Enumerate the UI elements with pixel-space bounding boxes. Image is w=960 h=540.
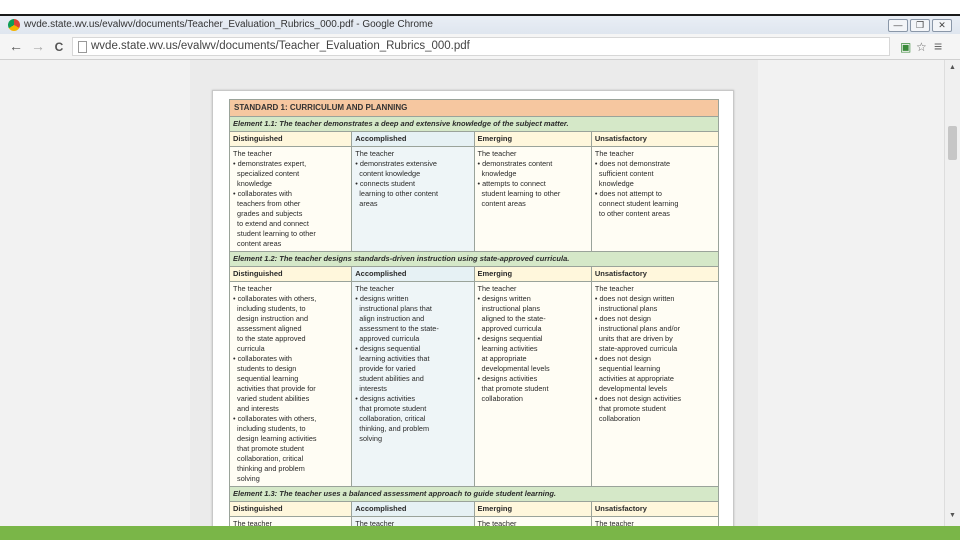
element-header-row xyxy=(230,117,719,132)
element-header-row xyxy=(230,252,719,267)
level-header-accomplished: Accomplished xyxy=(352,267,474,282)
performance-level-header-row xyxy=(230,502,719,517)
descriptor-line: learning activities that xyxy=(355,354,430,363)
browser-window xyxy=(0,14,960,526)
descriptor-cell xyxy=(474,147,591,252)
descriptor-line: sequential learning xyxy=(594,364,661,373)
level-header-accomplished: Accomplished xyxy=(352,502,474,517)
minimize-button[interactable]: — xyxy=(888,19,908,32)
menu-icon[interactable]: ≡ xyxy=(934,38,943,54)
descriptor-line: The teacher xyxy=(477,149,517,158)
descriptor-line: assessment aligned xyxy=(233,324,302,333)
descriptor-cell xyxy=(352,517,474,527)
descriptor-line: learning activities xyxy=(477,344,538,353)
level-header-unsatisfactory: Unsatisfactory xyxy=(591,267,718,282)
descriptor-line: to the state approved xyxy=(233,334,306,343)
descriptor-line: The teacher xyxy=(477,519,517,526)
descriptor-line: including students, to xyxy=(233,424,306,433)
descriptor-cell xyxy=(230,282,352,487)
standard-header-row xyxy=(230,100,719,117)
descriptor-line: knowledge xyxy=(594,179,634,188)
level-header-emerging: Emerging xyxy=(474,502,591,517)
descriptor-line: learning to other content xyxy=(355,189,439,198)
title-bar xyxy=(0,14,960,34)
descriptor-line: • does not design written xyxy=(594,294,675,303)
descriptor-cell xyxy=(591,517,718,527)
descriptor-line: instructional plans that xyxy=(355,304,432,313)
descriptor-line: • does not design xyxy=(594,354,651,363)
descriptor-line: • collaborates with xyxy=(233,354,292,363)
descriptor-line: activities at appropriate xyxy=(594,374,674,383)
bookmark-star-icon[interactable]: ☆ xyxy=(916,40,927,54)
descriptor-line: that promote student xyxy=(477,384,549,393)
descriptor-cell xyxy=(230,517,352,527)
descriptor-line: aligned to the state- xyxy=(477,314,546,323)
descriptor-line: The teacher xyxy=(355,284,395,293)
descriptor-line: • designs sequential xyxy=(355,344,421,353)
descriptor-line: grades and subjects xyxy=(233,209,303,218)
descriptor-line: • attempts to connect xyxy=(477,179,546,188)
extension-icon[interactable]: ▣ xyxy=(900,40,912,54)
descriptor-line: collaboration xyxy=(477,394,523,403)
descriptor-line: The teacher xyxy=(594,519,634,526)
descriptor-line: activities that provide for xyxy=(233,384,316,393)
element-header-row xyxy=(230,487,719,502)
descriptor-line: specialized content xyxy=(233,169,300,178)
scroll-down-icon[interactable]: ▼ xyxy=(949,512,956,519)
descriptor-cell xyxy=(591,282,718,487)
descriptor-line: thinking, and problem xyxy=(355,424,430,433)
descriptor-line: • does not attempt to xyxy=(594,189,662,198)
level-header-emerging: Emerging xyxy=(474,267,591,282)
top-band xyxy=(0,0,960,14)
pdf-page xyxy=(212,90,734,526)
window-title: wvde.state.wv.us/evalwv/documents/Teacher_Evaluation_Rubrics_000.pdf - Google Chrome xyxy=(24,19,433,30)
vertical-scrollbar[interactable] xyxy=(944,60,960,526)
level-header-distinguished: Distinguished xyxy=(230,267,352,282)
level-header-emerging: Emerging xyxy=(474,132,591,147)
descriptor-line: The teacher xyxy=(233,519,272,526)
descriptor-line: • collaborates with xyxy=(233,189,292,198)
scroll-up-icon[interactable]: ▲ xyxy=(949,64,956,71)
element-title: Element 1.2: The teacher designs standards-driven instruction using state-approved curricula. xyxy=(230,252,719,267)
descriptor-line: varied student abilities xyxy=(233,394,310,403)
descriptor-line: areas xyxy=(355,199,378,208)
descriptor-line: • does not design activities xyxy=(594,394,681,403)
descriptor-line: assessment to the state- xyxy=(355,324,439,333)
scrollbar-thumb[interactable] xyxy=(948,126,957,160)
descriptor-line: developmental levels xyxy=(477,364,550,373)
descriptor-line: to extend and connect xyxy=(233,219,309,228)
pdf-viewport xyxy=(0,60,944,526)
level-header-accomplished: Accomplished xyxy=(352,132,474,147)
chrome-icon xyxy=(8,19,20,31)
rubric-descriptor-row xyxy=(230,517,719,527)
descriptor-line: • demonstrates extensive xyxy=(355,159,437,168)
forward-icon[interactable]: → xyxy=(31,38,45,54)
descriptor-line: thinking and problem xyxy=(233,464,305,473)
descriptor-line: content areas xyxy=(477,199,526,208)
descriptor-line: units that are driven by xyxy=(594,334,673,343)
descriptor-line: approved curricula xyxy=(355,334,420,343)
rubric-table xyxy=(229,99,719,526)
descriptor-line: • collaborates with others, xyxy=(233,294,317,303)
descriptor-line: to other content areas xyxy=(594,209,670,218)
performance-level-header-row xyxy=(230,132,719,147)
descriptor-line: interests xyxy=(355,384,387,393)
descriptor-cell xyxy=(591,147,718,252)
descriptor-line: • demonstrates content xyxy=(477,159,553,168)
descriptor-line: The teacher xyxy=(233,149,272,158)
back-icon[interactable]: ← xyxy=(9,38,23,54)
rubric-descriptor-row xyxy=(230,282,719,487)
restore-button[interactable]: ❐ xyxy=(910,19,930,32)
descriptor-line: curricula xyxy=(233,344,265,353)
level-header-distinguished: Distinguished xyxy=(230,132,352,147)
descriptor-line: student learning to other xyxy=(477,189,561,198)
descriptor-line: design learning activities xyxy=(233,434,317,443)
descriptor-line: • does not design xyxy=(594,314,651,323)
descriptor-line: The teacher xyxy=(355,519,395,526)
descriptor-line: connect student learning xyxy=(594,199,679,208)
performance-level-header-row xyxy=(230,267,719,282)
descriptor-line: collaboration, critical xyxy=(233,454,304,463)
descriptor-line: • demonstrates expert, xyxy=(233,159,307,168)
footer-accent-bar xyxy=(0,526,960,540)
descriptor-line: • designs activities xyxy=(355,394,415,403)
descriptor-line: teachers from other xyxy=(233,199,301,208)
descriptor-line: solving xyxy=(355,434,383,443)
descriptor-line: • collaborates with others, xyxy=(233,414,317,423)
descriptor-line: sequential learning xyxy=(233,374,299,383)
level-header-distinguished: Distinguished xyxy=(230,502,352,517)
descriptor-line: student learning to other xyxy=(233,229,316,238)
descriptor-cell xyxy=(352,282,474,487)
descriptor-line: • designs written xyxy=(355,294,409,303)
descriptor-line: at appropriate xyxy=(477,354,527,363)
descriptor-line: that promote student xyxy=(355,404,427,413)
close-button[interactable]: ✕ xyxy=(932,19,952,32)
descriptor-line: student abilities and xyxy=(355,374,424,383)
rubric-descriptor-row xyxy=(230,147,719,252)
descriptor-line: that promote student xyxy=(594,404,666,413)
descriptor-line: students to design xyxy=(233,364,297,373)
descriptor-line: including students, to xyxy=(233,304,306,313)
descriptor-line: collaboration, critical xyxy=(355,414,426,423)
element-title: Element 1.1: The teacher demonstrates a deep and extensive knowledge of the subject matter. xyxy=(230,117,719,132)
descriptor-line: The teacher xyxy=(594,149,634,158)
descriptor-line: collaboration xyxy=(594,414,641,423)
level-header-unsatisfactory: Unsatisfactory xyxy=(591,132,718,147)
descriptor-line: The teacher xyxy=(355,149,395,158)
descriptor-cell xyxy=(230,147,352,252)
level-header-unsatisfactory: Unsatisfactory xyxy=(591,502,718,517)
descriptor-line: knowledge xyxy=(233,179,272,188)
descriptor-line: developmental levels xyxy=(594,384,668,393)
descriptor-line: state-approved curricula xyxy=(594,344,678,353)
descriptor-line: • designs written xyxy=(477,294,531,303)
reload-icon[interactable]: C xyxy=(54,40,64,54)
viewport-margin-left xyxy=(0,60,190,526)
standard-title: STANDARD 1: CURRICULUM AND PLANNING xyxy=(230,100,719,117)
descriptor-line: align instruction and xyxy=(355,314,425,323)
descriptor-line: approved curricula xyxy=(477,324,542,333)
descriptor-line: knowledge xyxy=(477,169,517,178)
descriptor-line: design instruction and xyxy=(233,314,309,323)
descriptor-cell xyxy=(474,517,591,527)
browser-toolbar xyxy=(0,34,960,60)
descriptor-line: The teacher xyxy=(594,284,634,293)
descriptor-line: instructional plans xyxy=(594,304,658,313)
page-icon xyxy=(78,41,87,53)
descriptor-line: and interests xyxy=(233,404,279,413)
viewport-margin-right xyxy=(758,60,944,526)
descriptor-line: that promote student xyxy=(233,444,304,453)
descriptor-line: content areas xyxy=(233,239,282,248)
descriptor-line: • connects student xyxy=(355,179,416,188)
descriptor-line: The teacher xyxy=(477,284,517,293)
descriptor-cell xyxy=(352,147,474,252)
descriptor-line: instructional plans and/or xyxy=(594,324,681,333)
element-title: Element 1.3: The teacher uses a balanced assessment approach to guide student learning. xyxy=(230,487,719,502)
descriptor-line: • designs activities xyxy=(477,374,538,383)
descriptor-line: instructional plans xyxy=(477,304,540,313)
descriptor-line: The teacher xyxy=(233,284,272,293)
address-bar[interactable] xyxy=(72,37,890,56)
descriptor-line: sufficient content xyxy=(594,169,654,178)
descriptor-cell xyxy=(474,282,591,487)
descriptor-line: provide for varied xyxy=(355,364,416,373)
descriptor-line: solving xyxy=(233,474,260,483)
descriptor-line: • does not demonstrate xyxy=(594,159,671,168)
descriptor-line: content knowledge xyxy=(355,169,421,178)
descriptor-line: • designs sequential xyxy=(477,334,543,343)
url-text: wvde.state.wv.us/evalwv/documents/Teacher_Evaluation_Rubrics_000.pdf xyxy=(91,40,470,52)
